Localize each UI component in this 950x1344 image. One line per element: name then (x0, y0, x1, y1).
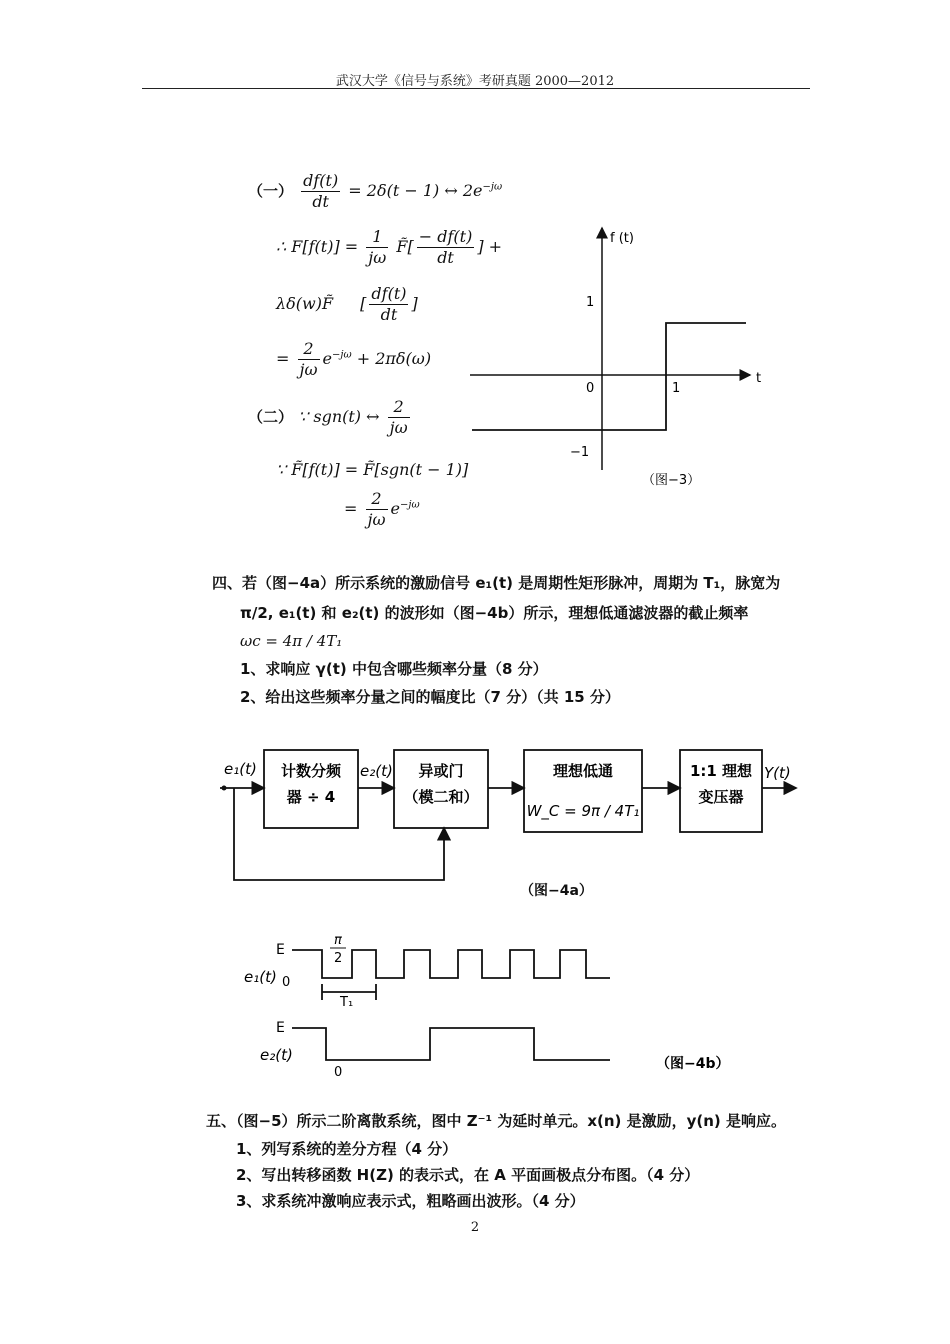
block3-line2: W_C = 9π / 4T₁ (526, 802, 640, 820)
e2-waveform (292, 1028, 610, 1060)
fig4b-e2-level: E (276, 1020, 285, 1036)
fraction: $\frac{df(t)}{dt}$ (303, 171, 339, 211)
solution-line-6: ∵ F̃[f(t)] = F̃[sgn(t − 1)] (276, 460, 469, 479)
fig4a-output: Y(t) (764, 764, 791, 782)
q4-item-2: 2、给出这些频率分量之间的幅度比（7 分）（共 15 分） (240, 688, 620, 706)
fig3-y-pos: 1 (586, 295, 595, 310)
fig4a-input: e₁(t) (224, 760, 257, 778)
header-rule (142, 88, 810, 89)
fig3-origin: 0 (586, 381, 595, 396)
block2-line2: （模二和） (403, 788, 479, 806)
fig4b-pi: π (334, 933, 342, 948)
q4-line-1: 四、若（图−4a）所示系统的激励信号 e₁(t) 是周期性矩形脉冲，周期为 T₁，脉宽为 (212, 574, 781, 592)
solution-line-2: ∴ F[f(t)] = $\frac{1}{j\omega}$ F̃[ $\frac{- df(t)}{dt}$ ] + (276, 227, 503, 267)
block3-line1: 理想低通 (552, 762, 614, 780)
solution-line-1: （一） $\frac{df(t)}{dt}$ = 2δ(t − 1) ↔ $2e^{-j\omega}$ (248, 171, 503, 211)
q5-item-3: 3、求系统冲激响应表示式，粗略画出波形。（4 分） (236, 1192, 585, 1210)
fig3-y-neg: −1 (570, 445, 590, 460)
q4-line-3: ωc = 4π / 4T₁ (240, 632, 343, 650)
page-header: 武汉大学《信号与系统》考研真题 2000—2012 (335, 74, 615, 89)
fig3-title: f (t) (610, 231, 634, 246)
solution-line-7: = $\frac{2}{j\omega}$ $e^{-j\omega}$ (344, 489, 420, 529)
fig4b-zero1: 0 (282, 975, 291, 990)
input-node (222, 786, 227, 791)
q4-item-1: 1、求响应 γ(t) 中包含哪些频率分量（8 分） (240, 660, 548, 678)
block4-line2: 变压器 (698, 788, 744, 806)
fig3-caption: （图−3） (642, 473, 701, 488)
solution-line-3: λδ(w)F̃ [ $\frac{df(t)}{dt}$ ] (276, 284, 418, 324)
part2-label: （二） (248, 408, 294, 426)
fig4b-zero2: 0 (334, 1065, 343, 1080)
q5-item-1: 1、列写系统的差分方程（4 分） (236, 1140, 458, 1158)
fig4b-caption: （图−4b） (656, 1056, 730, 1072)
block1-line2: 器 ÷ 4 (286, 788, 336, 806)
figure-3-plot (460, 220, 780, 500)
block2-line1: 异或门 (418, 762, 464, 780)
figure-4b-waveforms (230, 930, 750, 1080)
fig4b-period: T₁ (340, 995, 354, 1010)
step-waveform (472, 323, 746, 430)
fig3-x-tick: 1 (672, 381, 681, 396)
q5-line-1: 五、（图−5）所示二阶离散系统，图中 Z⁻¹ 为延时单元。x(n) 是激励，y(n) 是响应。 (206, 1112, 786, 1130)
solution-line-4: = $\frac{2}{j\omega}$ $e^{-j\omega} + 2\pi\delta(\omega)$ (276, 339, 432, 379)
fig3-x-label: t (756, 371, 762, 386)
fig4a-caption: （图−4a） (520, 883, 593, 899)
page-number: 2 (470, 1220, 480, 1235)
fig4b-two: 2 (334, 951, 343, 966)
fig4b-e2: e₂(t) (260, 1046, 293, 1064)
fig4b-e1: e₁(t) (244, 968, 277, 986)
solution-line-5: （二） ∵ sgn(t) ↔ $\frac{2}{j\omega}$ (248, 397, 408, 437)
block1-line1: 计数分频 (280, 762, 342, 780)
part1-label: （一） (248, 182, 294, 200)
fig4a-mid: e₂(t) (360, 762, 393, 780)
figure-4a-block-diagram (210, 740, 810, 905)
fig4b-e1-level: E (276, 942, 285, 958)
block4-line1: 1:1 理想 (689, 762, 753, 780)
q5-item-2: 2、写出转移函数 H(Z) 的表示式，在 A 平面画极点分布图。（4 分） (236, 1166, 700, 1184)
q4-line-2: π/2, e₁(t) 和 e₂(t) 的波形如（图−4b）所示，理想低通滤波器的截止频率 (240, 604, 749, 622)
